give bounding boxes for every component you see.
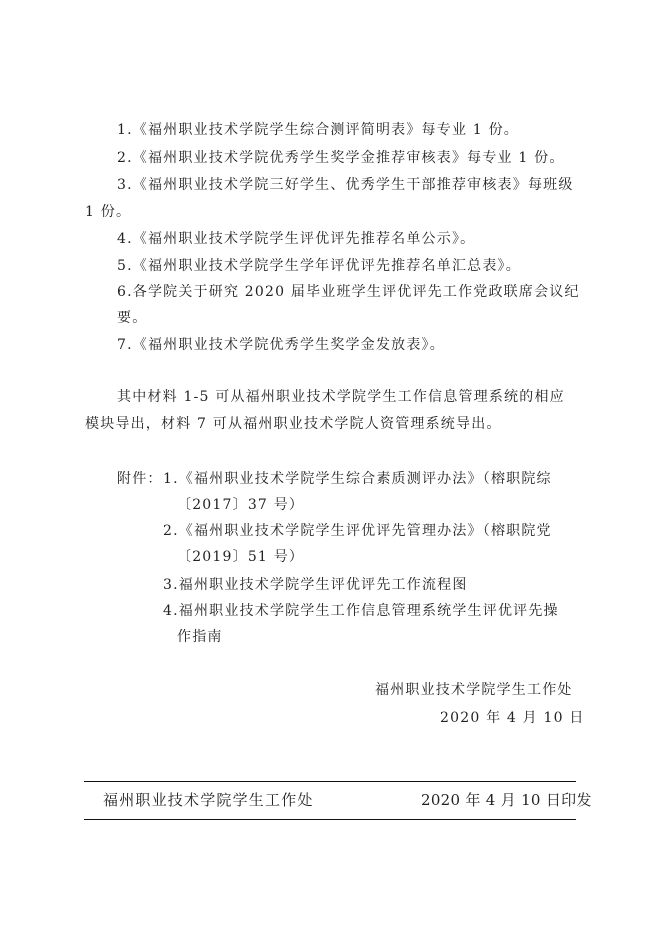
material-item-5: 5.《福州职业技术学院学生学年评优评先推荐名单汇总表》。 — [117, 258, 521, 274]
material-item-7: 7.《福州职业技术学院优秀学生奖学金发放表》。 — [117, 337, 445, 353]
material-item-3: 3.《福州职业技术学院三好学生、优秀学生干部推荐审核表》每班级 — [117, 177, 574, 193]
footer-org: 福州职业技术学院学生工作处 — [103, 791, 314, 809]
material-item-2: 2.《福州职业技术学院优秀学生奖学金推荐审核表》每专业 1 份。 — [117, 150, 565, 166]
signature-org: 福州职业技术学院学生工作处 — [375, 682, 573, 698]
footer-date: 2020 年 4 月 10 日印发 — [421, 791, 592, 809]
material-item-6: 6.各学院关于研究 2020 届毕业班学生评优评先工作党政联席会议纪 — [117, 284, 580, 300]
note-line-2: 模块导出，材料 7 可从福州职业技术学院人资管理系统导出。 — [85, 416, 502, 432]
signature-date: 2020 年 4 月 10 日 — [440, 710, 585, 726]
attachment-4-cont: 作指南 — [177, 629, 223, 645]
material-item-3-cont: 1 份。 — [85, 204, 132, 220]
material-item-6-cont: 要。 — [117, 310, 148, 326]
attachment-1-cont: 〔2017〕37 号） — [177, 497, 305, 513]
material-item-1: 1.《福州职业技术学院学生综合测评简明表》每专业 1 份。 — [117, 122, 519, 138]
attachment-3: 3.福州职业技术学院学生评优评先工作流程图 — [163, 577, 468, 593]
attachment-1: 1.《福州职业技术学院学生综合素质测评办法》（榕职院综 — [163, 471, 552, 487]
attachment-2: 2.《福州职业技术学院学生评优评先管理办法》（榕职院党 — [163, 523, 552, 539]
footer-bottom-rule — [84, 819, 576, 820]
note-line-1: 其中材料 1-5 可从福州职业技术学院学生工作信息管理系统的相应 — [117, 389, 565, 405]
attachment-4: 4.福州职业技术学院学生工作信息管理系统学生评优评先操 — [163, 603, 559, 619]
attachments-label: 附件： — [117, 471, 163, 487]
attachment-2-cont: 〔2019〕51 号） — [177, 549, 305, 565]
material-item-4: 4.《福州职业技术学院学生评优评先推荐名单公示》。 — [117, 231, 476, 247]
footer-top-rule — [84, 781, 576, 782]
